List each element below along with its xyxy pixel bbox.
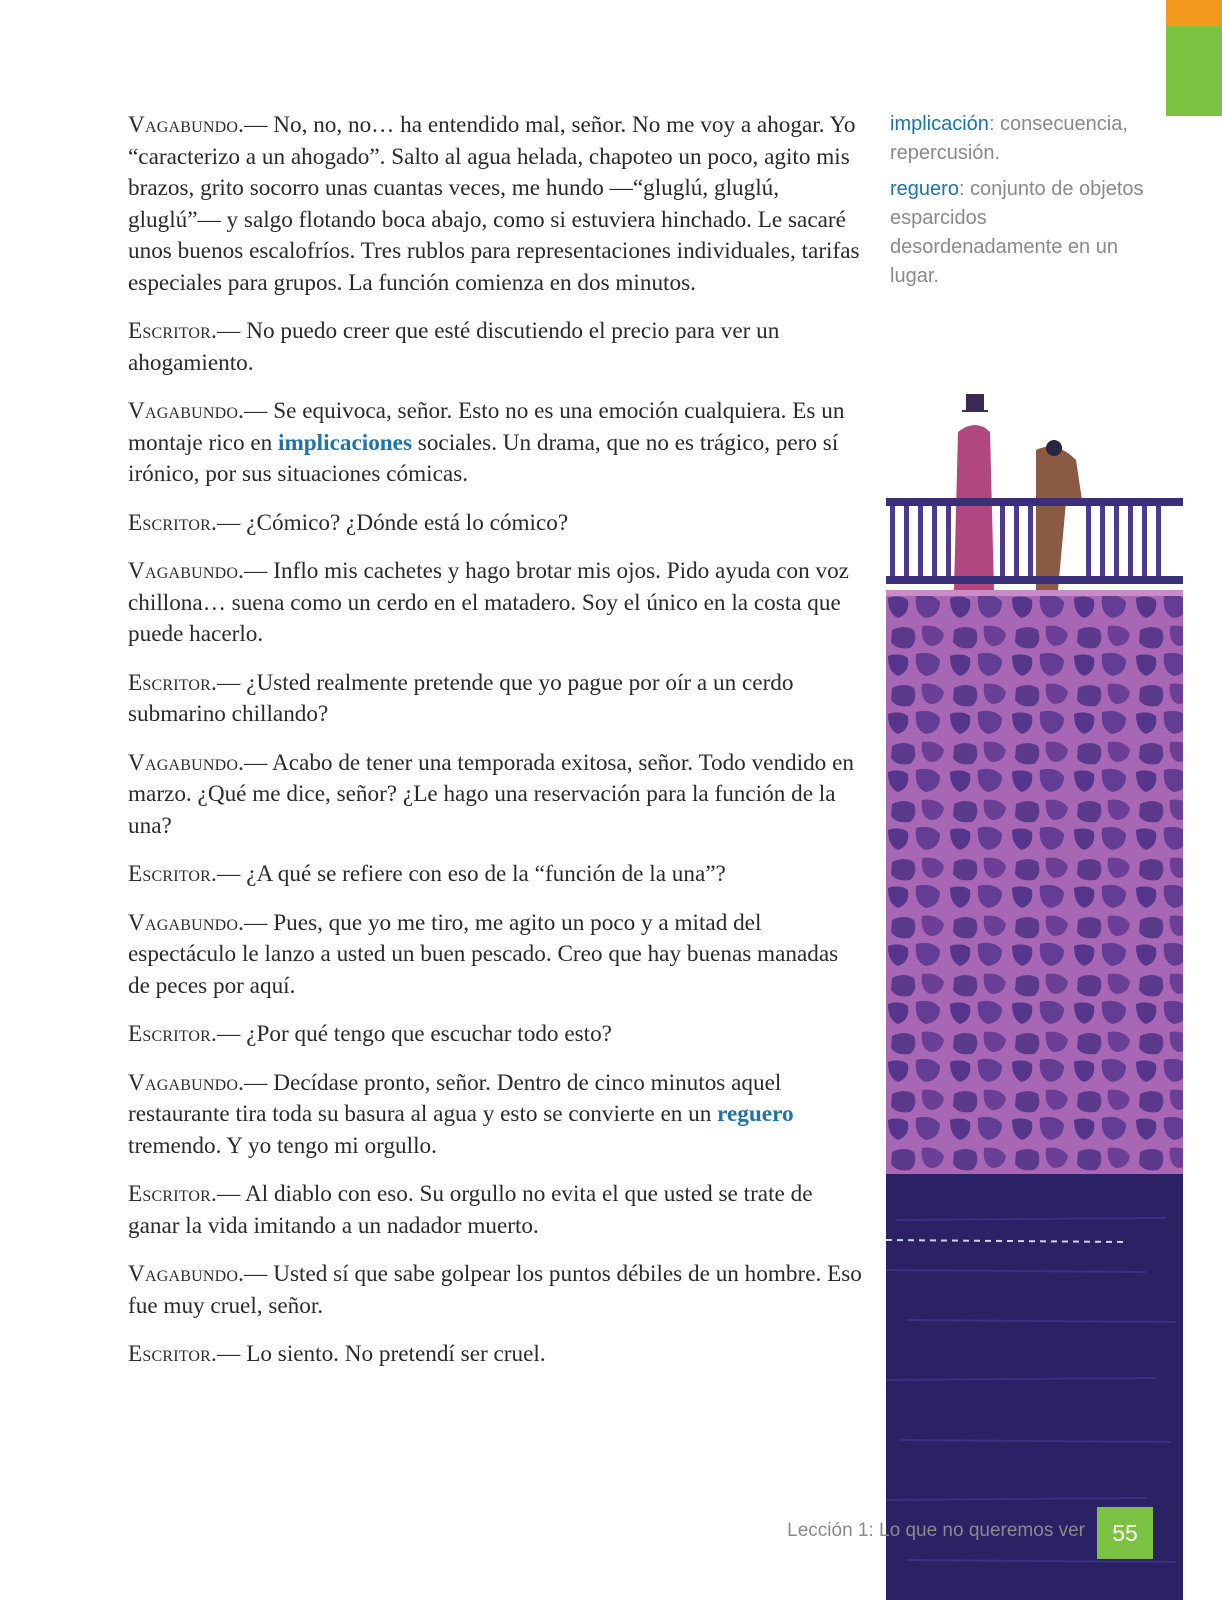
dialogue-line <box>128 1019 863 1051</box>
glossary-definition: : consecuencia, repercusión. <box>890 113 1128 164</box>
dialogue-line <box>128 316 863 379</box>
line-text: ¿Cómico? ¿Dónde está lo cómico? <box>240 509 569 536</box>
speaker-label: Escritor.— <box>128 1021 241 1047</box>
speaker-label: Vagabundo.— <box>128 558 268 584</box>
dialogue-text <box>128 110 863 1388</box>
speaker-label: Vagabundo.— <box>128 1261 268 1287</box>
dialogue-line <box>128 859 863 891</box>
glossary-keyword: reguero <box>717 1101 794 1127</box>
dialogue-line <box>128 748 863 843</box>
line-text: Pues, que yo me tiro, me agito un poco y a mitad del espectáculo le lanzo a usted un buen pescado. Creo que hay buenas manadas de peces por aquí. <box>128 909 839 999</box>
dialogue-line <box>128 668 863 731</box>
speaker-label: Escritor.— <box>128 669 241 696</box>
speaker-label: Vagabundo.— <box>128 112 268 138</box>
dialogue-line <box>128 556 863 651</box>
speaker-label: Escritor.— <box>128 318 241 344</box>
dialogue-line <box>128 1068 863 1163</box>
speaker-label: Escritor.— <box>128 1181 241 1207</box>
line-text: sociales. Un drama, que no es trágico, pero sí irónico, por sus situaciones cómicas. <box>128 429 839 487</box>
dialogue-line <box>128 1339 863 1371</box>
line-text: ¿A qué se refiere con eso de la “función de la una”? <box>240 861 726 887</box>
dialogue-line <box>128 1179 863 1242</box>
lesson-title: Lección 1: Lo que no queremos ver <box>787 1520 1085 1541</box>
glossary-keyword: implicaciones <box>278 429 412 456</box>
railing-bars <box>890 506 1161 576</box>
line-text: ¿Por qué tengo que escuchar todo esto? <box>240 1021 612 1047</box>
stone-wall <box>886 596 1183 1174</box>
figure-head <box>1046 440 1062 456</box>
page-number: 55 <box>1097 1507 1153 1559</box>
speaker-label: Vagabundo.— <box>128 749 268 776</box>
line-text: tremendo. Y yo tengo mi orgullo. <box>128 1132 437 1159</box>
pier-illustration <box>886 390 1183 1600</box>
line-text: No, no, no… ha entendido mal, señor. No me voy a ahogar. Yo “caracterizo a un ahogado”. Salto al agua helada, chapoteo un poco, agito mis brazos, grito socorro unas cuantas veces, me hundo —“gluglú, gluglú, gluglú”— y salgo flotando boca abajo, como si estuviera hinchado. Le sacaré unos buenos escalofríos. Tres rublos para representaciones individuales, tarifas especiales para grupos. La función comienza en dos minutos. <box>128 112 860 296</box>
figure-hat <box>966 394 984 412</box>
line-text: Acabo de tener una temporada exitosa, señor. Todo vendido en marzo. ¿Qué me dice, señor? ¿Le hago una reservación para la función de la una? <box>128 749 854 839</box>
glossary-definition: : conjunto de objetos esparcidos desordenadamente en un lugar. <box>890 178 1144 287</box>
speaker-label: Vagabundo.— <box>128 1069 268 1096</box>
railing-top <box>886 498 1183 506</box>
line-text: Decídase pronto, señor. Dentro de cinco minutos aquel restaurante tira toda su basura al agua y esto se convierte en un <box>128 1069 782 1127</box>
dialogue-line <box>128 1259 863 1322</box>
speaker-label: Escritor.— <box>128 509 241 536</box>
glossary-term: implicación <box>890 113 989 135</box>
wall-top <box>886 590 1183 596</box>
standing-figure <box>954 425 994 590</box>
railing-bottom <box>886 576 1183 584</box>
speaker-label: Escritor.— <box>128 1341 241 1367</box>
glossary-entry <box>890 175 1150 291</box>
dialogue-line <box>128 396 863 491</box>
leaning-figure <box>1036 447 1082 590</box>
dialogue-line <box>128 110 863 299</box>
line-text: Se equivoca, señor. Esto no es una emoción cualquiera. Es un montaje rico en <box>128 398 845 456</box>
line-text: Usted sí que sabe golpear los puntos débiles de un hombre. Eso fue muy cruel, señor. <box>128 1261 862 1319</box>
speaker-label: Vagabundo.— <box>128 398 268 424</box>
line-text: Inflo mis cachetes y hago brotar mis ojos. Pido ayuda con voz chillona… suena como un cerdo en el matadero. Soy el único en la costa que puede hacerlo. <box>128 558 849 647</box>
glossary-entry <box>890 110 1150 168</box>
section-tab-green <box>1166 26 1222 116</box>
glossary-term: reguero <box>890 178 959 200</box>
speaker-label: Vagabundo.— <box>128 909 268 936</box>
dialogue-line <box>128 508 863 540</box>
speaker-label: Escritor.— <box>128 861 241 887</box>
line-text: Lo siento. No pretendí ser cruel. <box>240 1341 546 1367</box>
section-tab-orange <box>1166 0 1222 26</box>
line-text: No puedo creer que esté discutiendo el precio para ver un ahogamiento. <box>128 318 780 376</box>
dialogue-line <box>128 908 863 1003</box>
line-text: ¿Usted realmente pretende que yo pague por oír a un cerdo submarino chillando? <box>128 669 794 727</box>
glossary-sidebar <box>890 110 1150 298</box>
line-text: Al diablo con eso. Su orgullo no evita el que usted se trate de ganar la vida imitando a un nadador muerto. <box>128 1181 813 1239</box>
